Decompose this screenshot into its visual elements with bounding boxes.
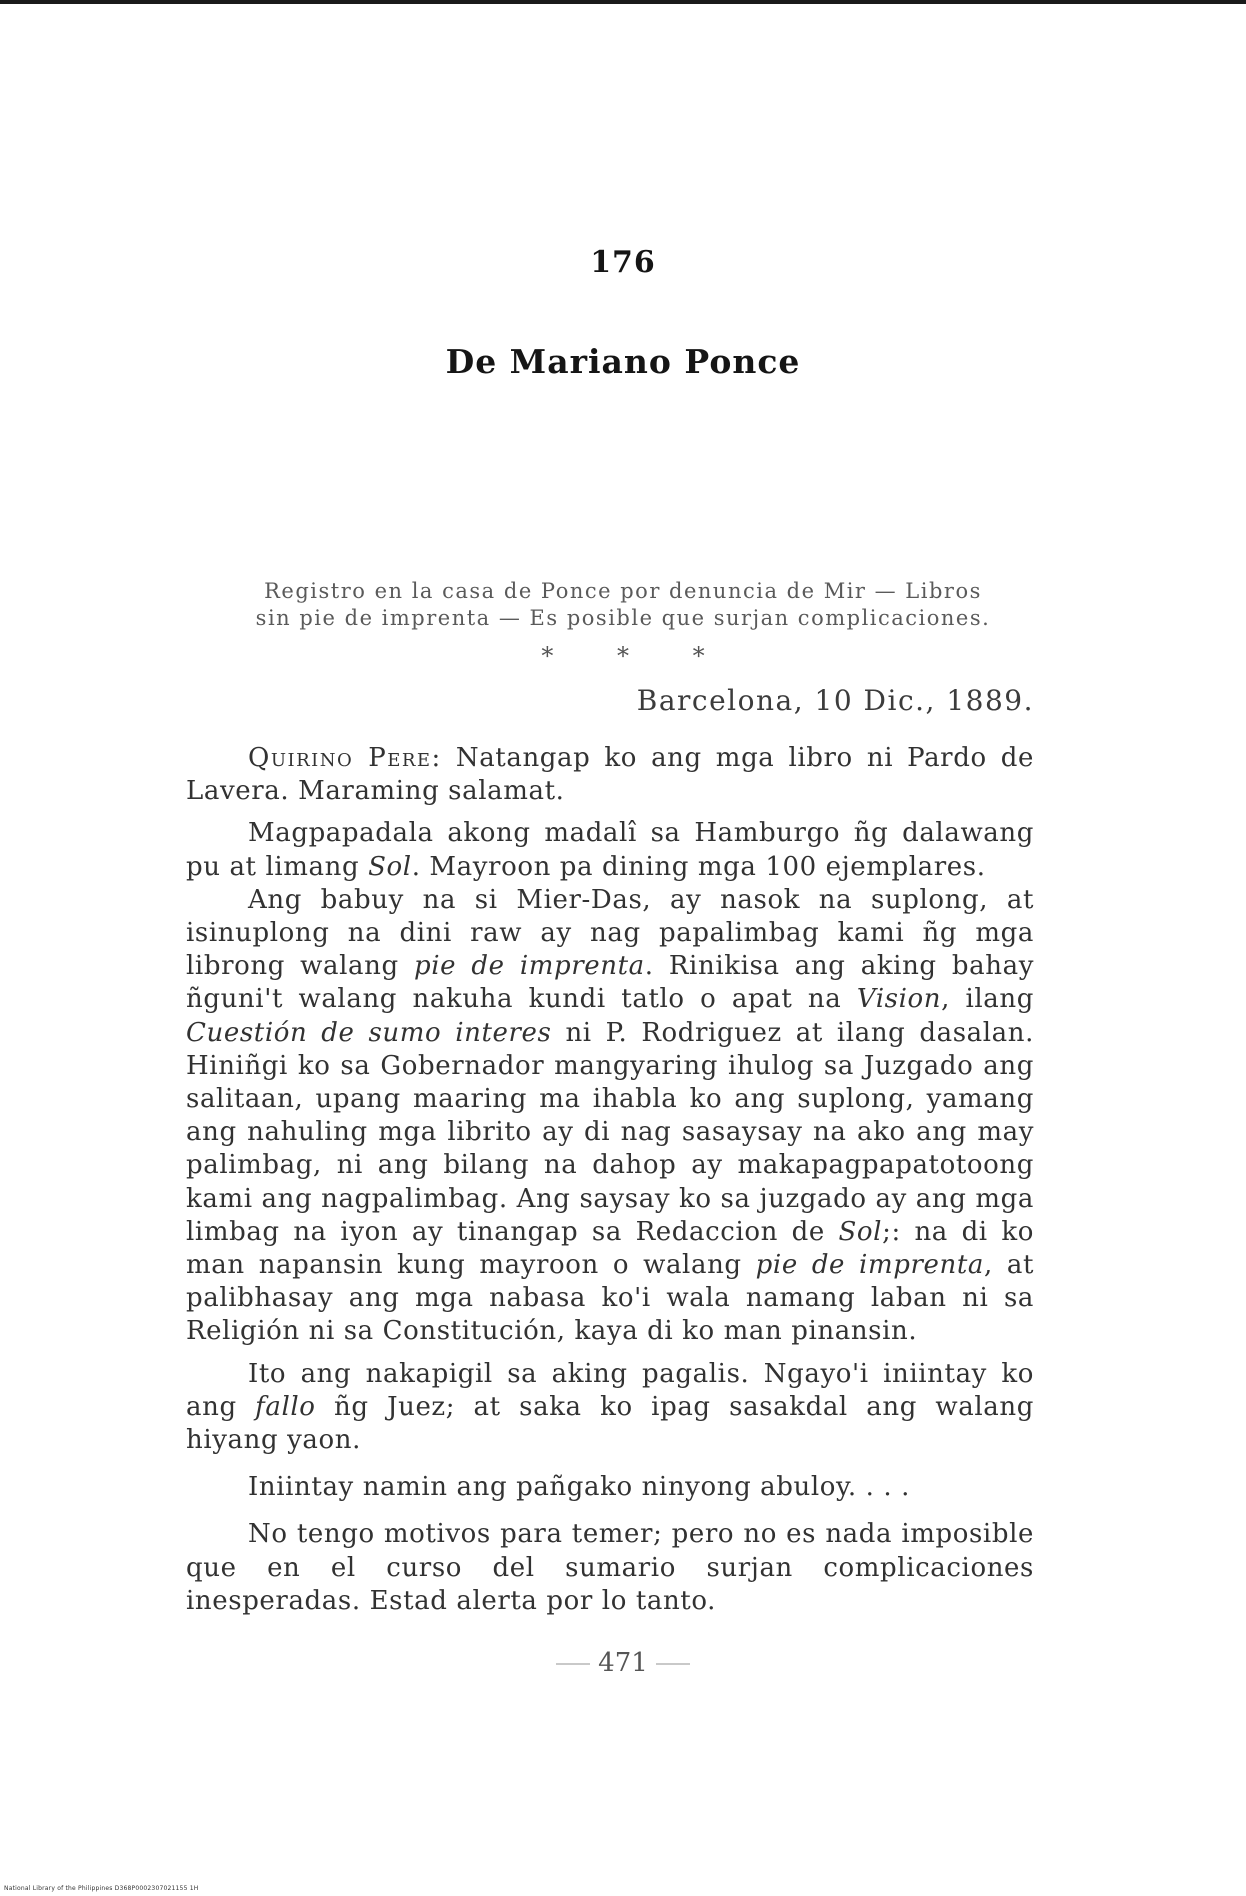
dateline: Barcelona, 10 Dic., 1889. [636, 684, 1034, 717]
folio-number: 471 [598, 1648, 648, 1678]
page-folio [0, 1648, 1246, 1678]
section-asterisks: * * * [541, 642, 733, 670]
archive-credit: National Library of the Philippines D368P0002307021155 1H [4, 1885, 199, 1892]
top-border-rule [0, 0, 1246, 4]
paragraph-3: Ang babuy na si Mier-Das, ay nasok na suplong, at isinuplong na dini raw ay nag papalimbag kami ñg mga librong walang pie de imprenta. Rinikisa ang aking bahay ñguni't walang nakuha kundi tatlo o apat na Vision, ilang Cuestión de sumo interes ni P. Rodriguez at ilang dasalan. Hiniñgi ko sa Gobernador mangyaring ihulog sa Juzgado ang salitaan, upang maaring ma ihabla ko ang suplong, yamang ang nahuling mga librito ay di nag sasaysay na ako ang may palimbag, ni ang bilang na dahop ay makapagpapatotoong kami ang nagpalimbag. Ang saysay ko sa juzgado ay ang mga limbag na iyon ay tinangap sa Redaccion de Sol;: na di ko man napansin kung mayroon o walang pie de imprenta, at palibhasay ang mga nabasa ko'i wala namang laban ni sa Religión ni sa Constitución, kaya di ko man pinansin. [186, 884, 1034, 1347]
paragraph-5: Iniintay namin ang pañgako ninyong abuloy. . . . [248, 1472, 910, 1503]
letter-title: De Mariano Ponce [445, 342, 801, 381]
paragraph-4: Ito ang nakapigil sa aking pagalis. Ngayo'i iniintay ko ang fallo ñg Juez; at saka ko ipag sasakdal ang walang hiyang yaon. [186, 1358, 1034, 1456]
letter-number: 176 [590, 245, 656, 280]
folio-dash-right [656, 1663, 690, 1665]
salutation: Quirino Pere: [248, 743, 442, 773]
folio-dash-left [556, 1663, 590, 1665]
summary-line-1: Registro en la casa de Ponce por denuncia de Mir — Libros [264, 579, 982, 603]
paragraph-2: Magpapadala akong madalî sa Hamburgo ñg dalawang pu at limang Sol. Mayroon pa dining mga 100 ejemplares. [186, 818, 1034, 882]
paragraph-6: No tengo motivos para temer; pero no es nada imposible que en el curso del sumario surjan complicaciones inesperadas. Estad alerta por lo tanto. [186, 1519, 1034, 1616]
letter-body [186, 742, 1034, 1618]
paragraph-1: Quirino Pere: Natangap ko ang mga libro ni Pardo de Lavera. Maraming salamat. [186, 743, 1034, 807]
summary-line-2: sin pie de imprenta — Es posible que surjan complicaciones. [255, 606, 991, 630]
letter-summary [200, 578, 1046, 632]
